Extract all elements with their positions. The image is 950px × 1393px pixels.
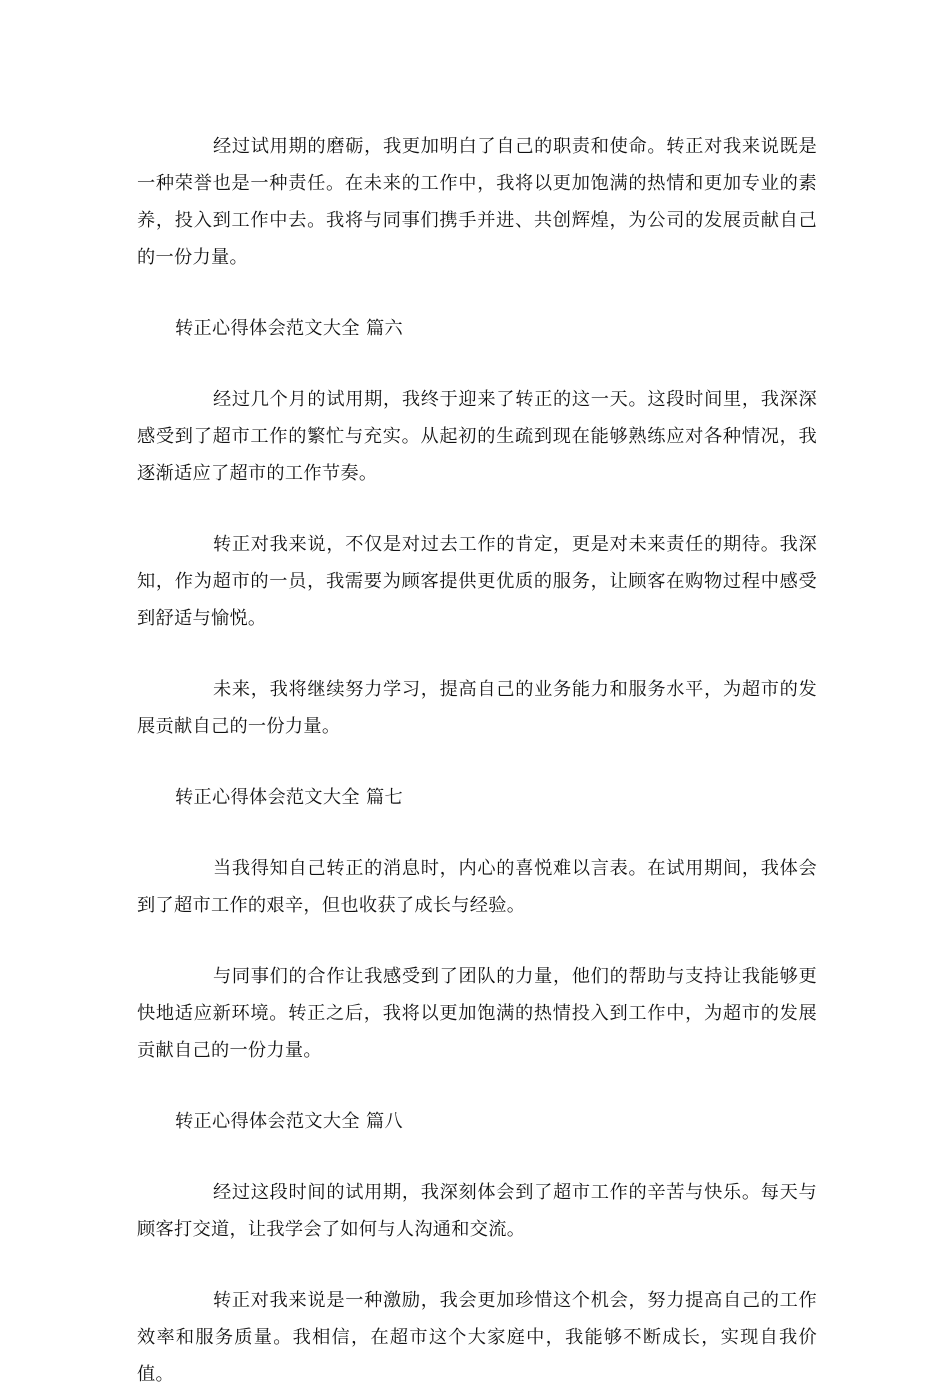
spacer xyxy=(137,1069,817,1103)
spacer xyxy=(137,637,817,671)
spacer xyxy=(137,924,817,958)
paragraph: 经过这段时间的试用期，我深刻体会到了超市工作的辛苦与快乐。每天与顾客打交道，让我学会了如何与人沟通和交流。 xyxy=(137,1182,817,1240)
paragraph: 经过试用期的磨砺，我更加明白了自己的职责和使命。转正对我来说既是一种荣誉也是一种责任。在未来的工作中，我将以更加饱满的热情和更加专业的素养，投入到工作中去。我将与同事们携手并进、共创辉煌，为公司的发展贡献自己的一份力量。 xyxy=(137,136,817,268)
section-heading-6: 转正心得体会范文大全 篇六 xyxy=(175,318,403,339)
spacer xyxy=(137,276,817,310)
paragraph: 转正对我来说，不仅是对过去工作的肯定，更是对未来责任的期待。我深知，作为超市的一员，我需要为顾客提供更优质的服务，让顾客在购物过程中感受到舒适与愉悦。 xyxy=(137,534,817,629)
section-heading-8: 转正心得体会范文大全 篇八 xyxy=(175,1111,403,1132)
spacer xyxy=(137,816,817,850)
spacer xyxy=(137,745,817,779)
paragraph: 未来，我将继续努力学习，提高自己的业务能力和服务水平，为超市的发展贡献自己的一份力量。 xyxy=(137,679,817,737)
document-page xyxy=(137,128,817,1393)
paragraph: 转正对我来说是一种激励，我会更加珍惜这个机会，努力提高自己的工作效率和服务质量。我相信，在超市这个大家庭中，我能够不断成长，实现自我价值。 xyxy=(137,1290,817,1385)
spacer xyxy=(137,492,817,526)
paragraph: 与同事们的合作让我感受到了团队的力量，他们的帮助与支持让我能够更快地适应新环境。转正之后，我将以更加饱满的热情投入到工作中，为超市的发展贡献自己的一份力量。 xyxy=(137,966,817,1061)
spacer xyxy=(137,1140,817,1174)
spacer xyxy=(137,347,817,381)
spacer xyxy=(137,1248,817,1282)
section-heading-7: 转正心得体会范文大全 篇七 xyxy=(175,787,403,808)
paragraph: 经过几个月的试用期，我终于迎来了转正的这一天。这段时间里，我深深感受到了超市工作的繁忙与充实。从起初的生疏到现在能够熟练应对各种情况，我逐渐适应了超市的工作节奏。 xyxy=(137,389,817,484)
paragraph: 当我得知自己转正的消息时，内心的喜悦难以言表。在试用期间，我体会到了超市工作的艰辛，但也收获了成长与经验。 xyxy=(137,858,817,916)
